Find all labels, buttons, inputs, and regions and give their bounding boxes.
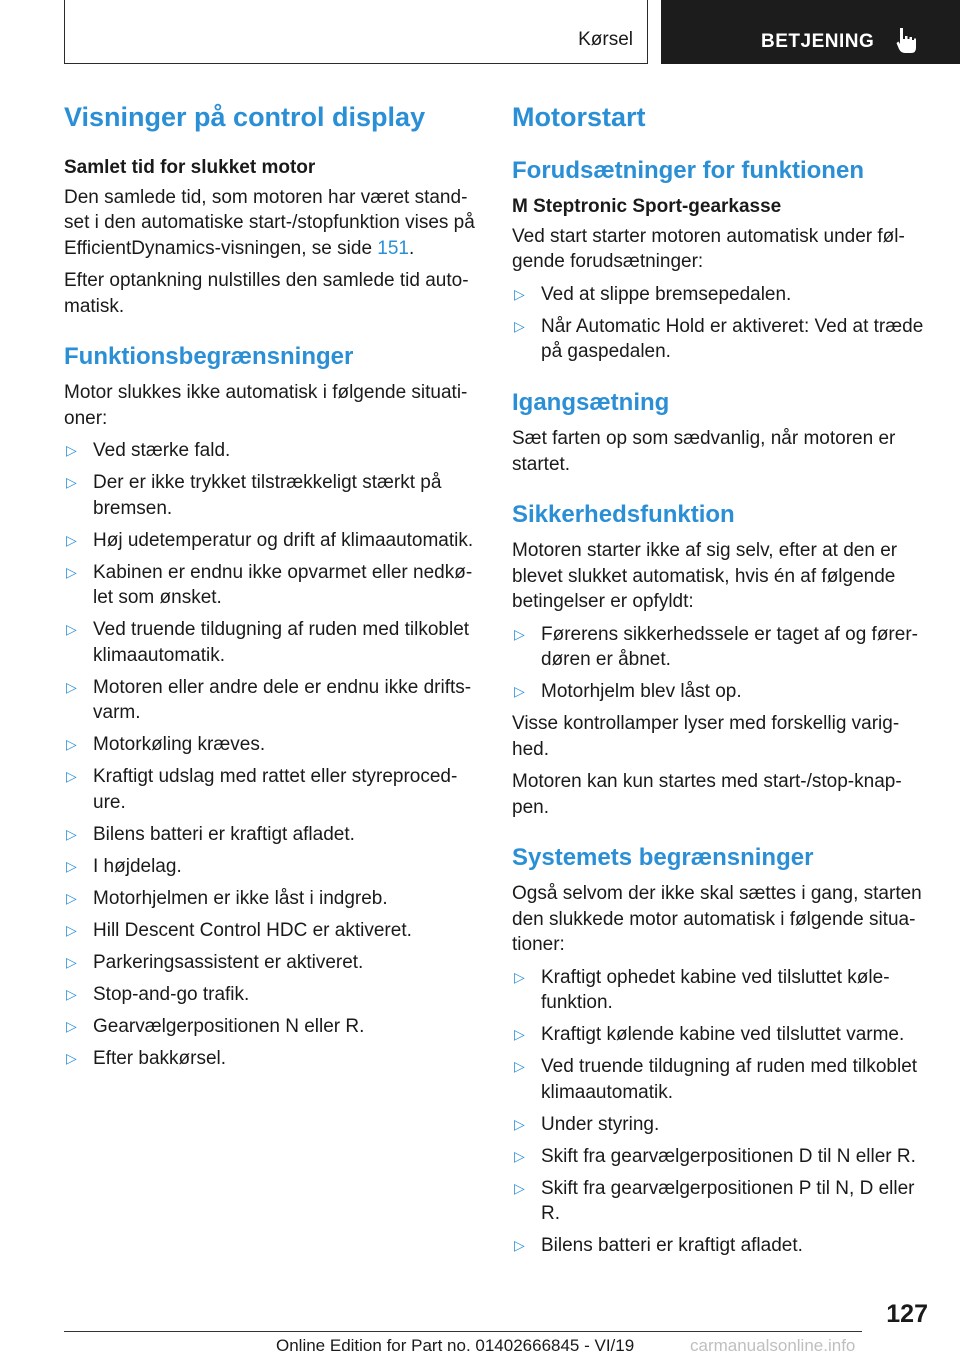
triangle-bullet-icon: ▷: [514, 683, 525, 700]
list-auto-restart: [512, 965, 932, 1259]
left-heading: Visninger på control display: [64, 102, 426, 132]
page-reference-link[interactable]: 151: [377, 237, 409, 259]
subheading-gearbox: M Steptronic Sport-gearkasse: [512, 196, 782, 218]
list-item: [64, 918, 480, 944]
list-item-text: Parkeringsassistent er aktiveret.: [93, 951, 364, 973]
list-item: [64, 528, 480, 554]
list-item: [64, 822, 480, 848]
list-item: [64, 675, 480, 726]
list-item: [512, 282, 932, 308]
list-item: [64, 982, 480, 1008]
section-title: Kørsel: [578, 29, 633, 50]
section-prerequisites: Forudsætninger for funktionen: [512, 157, 864, 185]
paragraph-start-stop-button: Motoren kan kun startes med start-/stop-knap-pen.: [512, 771, 902, 818]
paragraph-reset: Efter optankning nulstilles den samlede tid auto-matisk.: [64, 270, 469, 317]
list-item-text: Bilens batteri er kraftigt afladet.: [93, 823, 355, 845]
list-safety-conditions: [512, 622, 932, 705]
list-item: [64, 950, 480, 976]
section-system-limits: Systemets begrænsninger: [512, 844, 814, 872]
paragraph-pulling-away: Sæt farten op som sædvanlig, når motoren er startet.: [512, 428, 896, 475]
list-item-text: I højdelag.: [93, 855, 182, 877]
list-item-text: Efter bakkørsel.: [93, 1047, 227, 1069]
list-item-text: Kabinen er endnu ikke opvarmet eller nedkø-let som ønsket.: [93, 561, 473, 609]
triangle-bullet-icon: ▷: [66, 825, 77, 842]
list-item: [512, 622, 932, 673]
list-item-text: Ved truende tildugning af ruden med tilkoblet klimaautomatik.: [541, 1056, 918, 1103]
page-number: 127: [886, 1300, 928, 1328]
list-item: [512, 1144, 932, 1170]
triangle-bullet-icon: ▷: [514, 285, 525, 302]
list-item: [64, 560, 480, 611]
left-column: [64, 100, 480, 1078]
list-item-text: Når Automatic Hold er aktiveret: Ved at træde på gaspedalen.: [541, 315, 924, 363]
list-item: [64, 1046, 480, 1072]
subheading-total-off-time: Samlet tid for slukket motor: [64, 157, 316, 179]
triangle-bullet-icon: ▷: [66, 531, 77, 548]
paragraph-safety-intro: Motoren starter ikke af sig selv, efter at den er blevet slukket automatisk, hvis én af følgende betingelser er opfyldt:: [512, 540, 898, 613]
triangle-bullet-icon: ▷: [514, 625, 525, 642]
list-item: [512, 1054, 932, 1105]
list-item-text: Førerens sikkerhedssele er taget af og fører-døren er åbnet.: [541, 623, 918, 671]
triangle-bullet-icon: ▷: [66, 678, 77, 695]
section-safety-function: Sikkerhedsfunktion: [512, 501, 735, 529]
chapter-title: BETJENING: [761, 31, 875, 52]
list-item-text: Kraftigt kølende kabine ved tilsluttet varme.: [541, 1024, 905, 1046]
list-item-text: Stop-and-go trafik.: [93, 983, 250, 1005]
list-item-text: Motoren eller andre dele er endnu ikke drifts-varm.: [93, 676, 472, 724]
list-item-text: Ved truende tildugning af ruden med tilkoblet klimaautomatik.: [93, 619, 470, 666]
triangle-bullet-icon: ▷: [66, 1017, 77, 1034]
triangle-bullet-icon: ▷: [66, 921, 77, 938]
list-item: [64, 1014, 480, 1040]
section-function-limits: Funktionsbegrænsninger: [64, 343, 354, 371]
triangle-bullet-icon: ▷: [66, 768, 77, 785]
triangle-bullet-icon: ▷: [66, 563, 77, 580]
triangle-bullet-icon: ▷: [514, 317, 525, 334]
section-pulling-away: Igangsætning: [512, 388, 670, 416]
triangle-bullet-icon: ▷: [514, 1115, 525, 1132]
paragraph-indicator-lamps: Visse kontrollamper lyser med forskellig varig-hed.: [512, 713, 900, 760]
list-item-text: Skift fra gearvælgerpositionen P til N, D eller R.: [541, 1177, 915, 1225]
paragraph-total-off-time: [64, 185, 480, 262]
list-item-text: Der er ikke trykket tilstrækkeligt stærkt på bremsen.: [93, 472, 442, 519]
triangle-bullet-icon: ▷: [66, 953, 77, 970]
list-item: [64, 470, 480, 521]
list-item-text: Ved stærke fald.: [93, 440, 231, 462]
paragraph-start-conditions: Ved start starter motoren automatisk under føl-gende forudsætninger:: [512, 225, 905, 273]
right-column: [512, 100, 932, 1265]
triangle-bullet-icon: ▷: [514, 1179, 525, 1196]
triangle-bullet-icon: ▷: [514, 1026, 525, 1043]
list-item: [512, 1233, 932, 1259]
list-item: [512, 314, 932, 365]
list-item-text: Høj udetemperatur og drift af klimaautomatik.: [93, 529, 474, 551]
list-item-text: Gearvælgerpositionen N eller R.: [93, 1015, 365, 1037]
list-item-text: Ved at slippe bremsepedalen.: [541, 283, 792, 305]
triangle-bullet-icon: ▷: [66, 442, 77, 459]
list-item-text: Skift fra gearvælgerpositionen D til N eller R.: [541, 1145, 916, 1167]
list-item: [64, 764, 480, 815]
pointing-hand-icon: [895, 26, 919, 54]
triangle-bullet-icon: ▷: [514, 968, 525, 985]
list-item-text: Motorkøling kræves.: [93, 734, 266, 756]
list-item-text: Kraftigt udslag med rattet eller styreproced-ure.: [93, 766, 458, 813]
list-item-text: Motorhjelmen er ikke låst i indgreb.: [93, 887, 388, 909]
list-start-conditions: [512, 282, 932, 365]
list-item-text: Hill Descent Control HDC er aktiveret.: [93, 919, 412, 941]
triangle-bullet-icon: ▷: [514, 1058, 525, 1075]
triangle-bullet-icon: ▷: [66, 621, 77, 638]
triangle-bullet-icon: ▷: [66, 474, 77, 491]
list-item: [512, 965, 932, 1016]
paragraph-text: .: [409, 237, 415, 259]
paragraph-text: Den samlede tid, som motoren har været stand-set i den automatiske start-/stopfunktion vises på EfficientDynamics-visningen, se side: [64, 186, 475, 259]
list-item-text: Under styring.: [541, 1113, 660, 1135]
header-chapter-tab: [661, 0, 960, 64]
list-item: [512, 1022, 932, 1048]
list-item: [64, 854, 480, 880]
list-item: [512, 1176, 932, 1227]
list-item: [64, 438, 480, 464]
list-item-text: Motorhjelm blev låst op.: [541, 681, 742, 703]
footer-edition: Online Edition for Part no. 01402666845 - VI/19: [276, 1336, 635, 1355]
list-item: [512, 1112, 932, 1138]
list-item: [512, 679, 932, 705]
triangle-bullet-icon: ▷: [66, 857, 77, 874]
paragraph-situations-intro: Motor slukkes ikke automatisk i følgende situati-oner:: [64, 382, 468, 429]
header-section-tab: [64, 0, 648, 64]
triangle-bullet-icon: ▷: [66, 985, 77, 1002]
footer-divider: [64, 1331, 862, 1332]
watermark: carmanualsonline.info: [690, 1336, 856, 1355]
triangle-bullet-icon: ▷: [514, 1147, 525, 1164]
list-item: [64, 886, 480, 912]
triangle-bullet-icon: ▷: [66, 736, 77, 753]
list-item: [64, 732, 480, 758]
triangle-bullet-icon: ▷: [66, 889, 77, 906]
triangle-bullet-icon: ▷: [66, 1049, 77, 1066]
list-item-text: Bilens batteri er kraftigt afladet.: [541, 1235, 803, 1257]
right-heading: Motorstart: [512, 102, 646, 132]
list-item: [64, 617, 480, 668]
list-no-auto-stop: [64, 438, 480, 1071]
list-item-text: Kraftigt ophedet kabine ved tilsluttet køle-funktion.: [541, 966, 890, 1014]
triangle-bullet-icon: ▷: [514, 1237, 525, 1254]
paragraph-system-limits-intro: Også selvom der ikke skal sættes i gang, starten den slukkede motor automatisk i følgende situa-tioner:: [512, 883, 922, 956]
